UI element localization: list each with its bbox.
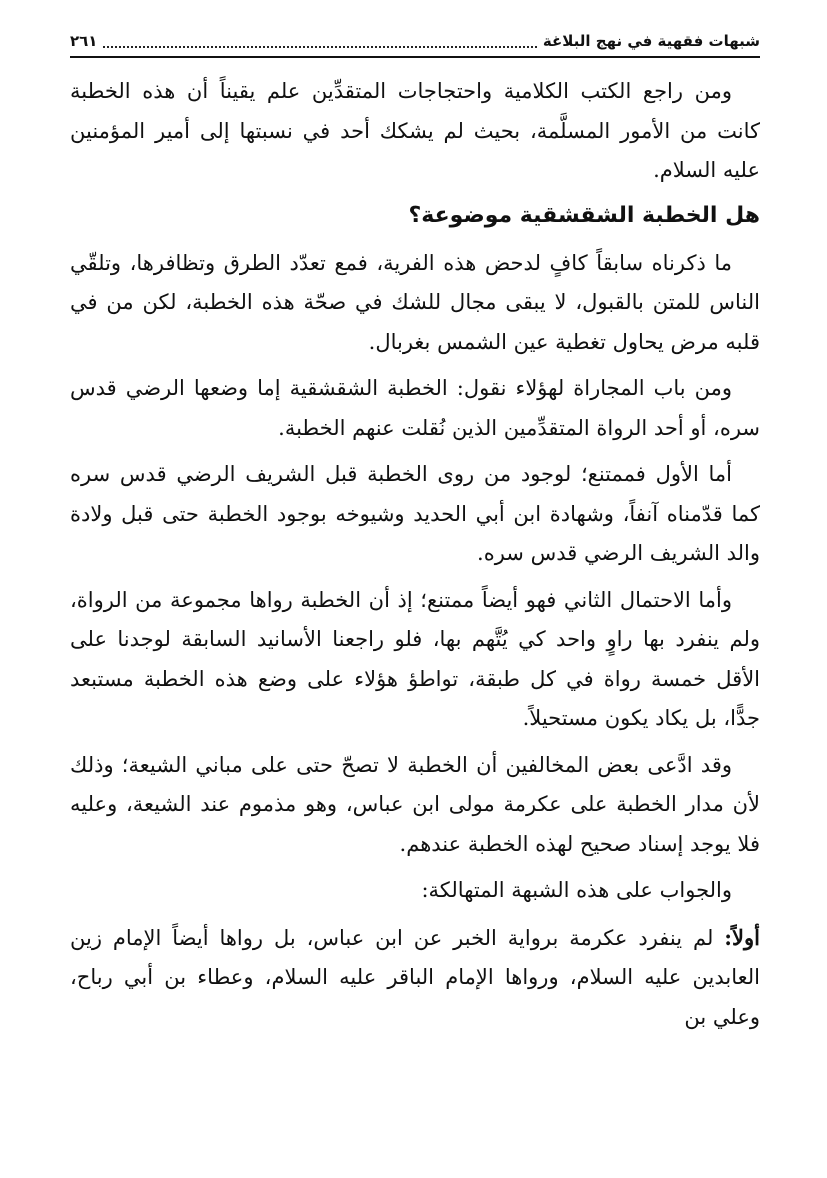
paragraph: وأما الاحتمال الثاني فهو أيضاً ممتنع؛ إذ أن الخطبة رواها مجموعة من الرواة، ولم ينفرد بها راوٍ واحد كي يُتَّهم بها، فلو راجعنا الأسانيد السابقة لوجدنا على الأقل خمسة رواة في كل طبقة، تواطؤ هؤلاء على وضع هذه الخطبة مستبعد جدًّا، بل يكاد يكون مستحيلاً. (70, 587, 760, 730)
paragraph-first-answer (70, 918, 760, 1038)
section-heading: هل الخطبة الشقشقية موضوعة؟ (408, 202, 760, 228)
paragraph: والجواب على هذه الشبهة المتهالكة: (421, 878, 732, 902)
paragraph-intro: ومن راجع الكتب الكلامية واحتجاجات المتقدِّين علم يقيناً أن هذه الخطبة كانت من الأمور المسلَّمة، بحيث لم يشكك أحد في نسبتها إلى أمير المؤمنين عليه السلام. (70, 79, 760, 182)
paragraph: ومن باب المجاراة لهؤلاء نقول: الخطبة الشقشقية إما وضعها الرضي قدس سره، أو أحد الرواة المتقدِّمين الذين نُقلت عنهم الخطبة. (70, 376, 760, 440)
answer-text: لم ينفرد عكرمة برواية الخبر عن ابن عباس، بل رواها أيضاً الإمام زين العابدين عليه السلام، ورواها الإمام الباقر عليه السلام، وعطاء بن أبي رباح، وعلي بن (70, 925, 760, 1029)
header-leader-dots (103, 34, 536, 48)
page-body (70, 72, 760, 1037)
page-number: ٢٦١ (70, 32, 98, 50)
running-header (70, 30, 760, 58)
paragraph: وقد ادَّعى بعض المخالفين أن الخطبة لا تصحّ حتى على مباني الشيعة؛ وذلك لأن مدار الخطبة على عكرمة مولى ابن عباس، وهو مذموم عند الشيعة، وعليه فلا يوجد إسناد صحيح لهذه الخطبة عندهم. (70, 752, 760, 856)
answer-lead: أولاً: (724, 924, 760, 950)
paragraph: أما الأول فممتنع؛ لوجود من روى الخطبة قبل الشريف الرضي قدس سره كما قدّمناه آنفاً، وشهادة ابن أبي الحديد وشيوخه بوجود الخطبة حتى قبل ولادة والد الشريف الرضي قدس سره. (70, 462, 760, 565)
book-page (70, 30, 760, 1044)
book-title: شبهات فقهية في نهج البلاغة (542, 32, 760, 50)
paragraph: ما ذكرناه سابقاً كافٍ لدحض هذه الفرية، فمع تعدّد الطرق وتظافرها، وتلقّي الناس للمتن بالقبول، لا يبقى مجال للشك في صحّة هذه الخطبة، لكن من في قلبه مرض يحاول تغطية عين الشمس بغربال. (70, 250, 760, 354)
